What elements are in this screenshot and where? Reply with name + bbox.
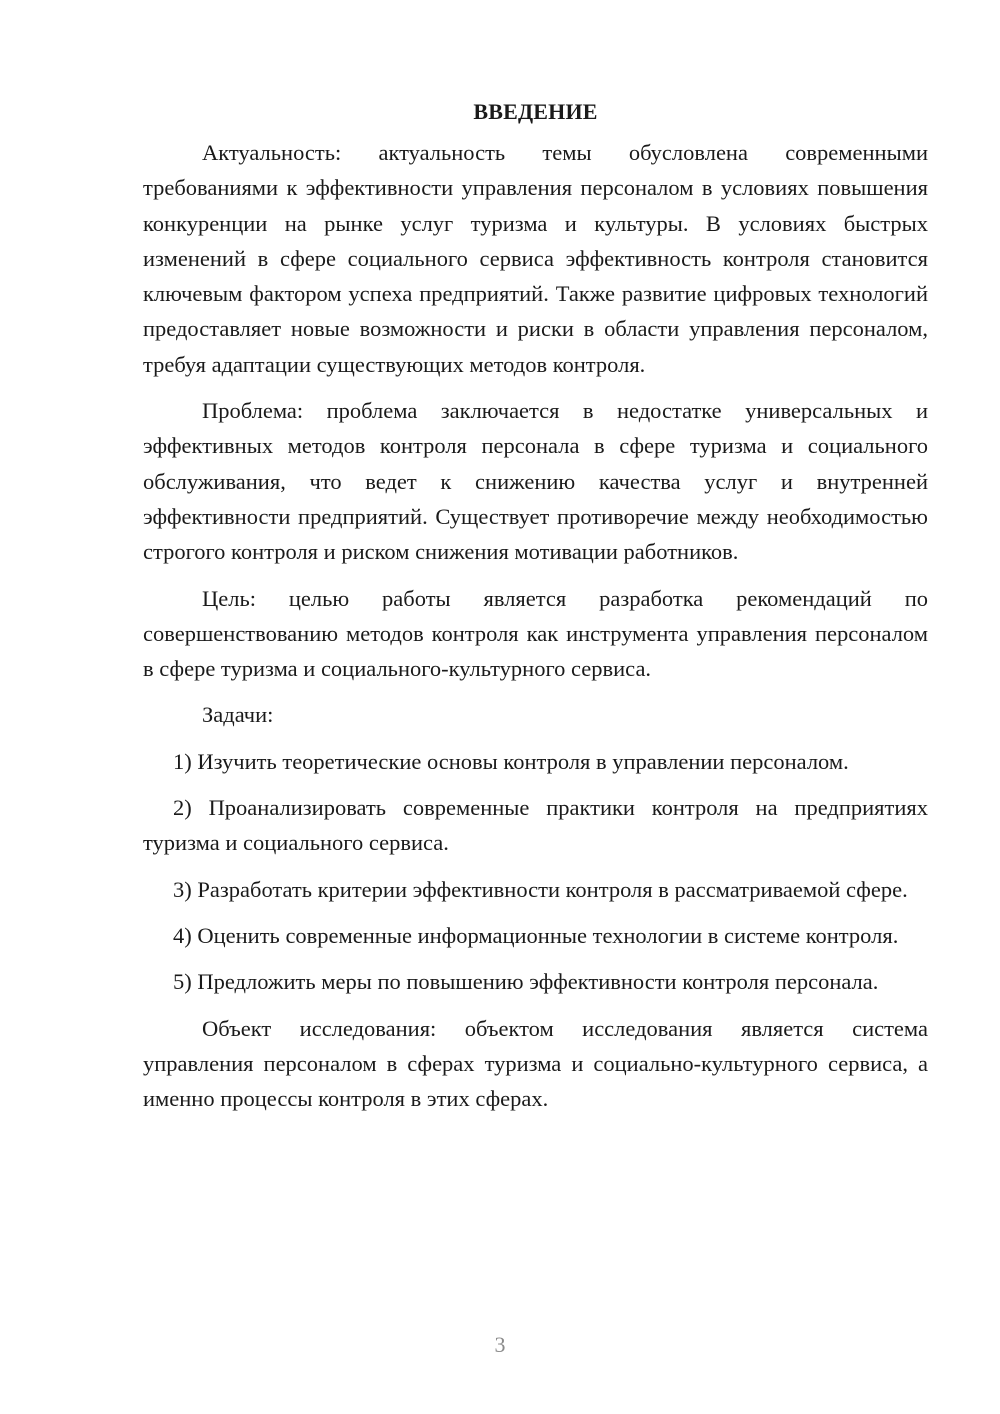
task-item-2: 2) Проанализировать современные практики контроля на предприятиях туризма и социального сервиса. [143,795,928,856]
task-item-1: 1) Изучить теоретические основы контроля в управлении персоналом. [173,748,849,774]
paragraph-object: Объект исследования: объектом исследования является система управления персоналом в сферах туризма и социально-культурного сервиса, а именно процессы контроля в этих сферах. [143,1015,928,1112]
task-item-3: 3) Разработать критерии эффективности контроля в рассматриваемой сфере. [173,876,908,902]
section-heading: ВВЕДЕНИЕ [473,99,598,124]
tasks-label: Задачи: [202,702,274,728]
paragraph-relevance: Актуальность: актуальность темы обусловлена современными требованиями к эффективности управления персоналом в условиях повышения конкуренции на рынке услуг туризма и культуры. В условиях быстрых изменений в сфере социального сервиса эффективность контроля становится ключевым фактором успеха предприятий. Также развитие цифровых технологий предоставляет новые возможности и риски в области управления персоналом, требуя адаптации существующих методов контроля. [143,140,928,377]
document-body [143,94,928,1127]
page-number: 3 [494,1332,506,1357]
paragraph-goal: Цель: целью работы является разработка рекомендаций по совершенствованию методов контроля как инструмента управления персоналом в сфере туризма и социального-культурного сервиса. [143,585,928,682]
task-item-4: 4) Оценить современные информационные технологии в системе контроля. [173,922,899,948]
task-item-5: 5) Предложить меры по повышению эффективности контроля персонала. [173,969,879,995]
paragraph-problem: Проблема: проблема заключается в недостатке универсальных и эффективных методов контроля персонала в сфере туризма и социального обслуживания, что ведет к снижению качества услуг и внутренней эффективности предприятий. Существует противоречие между необходимостью строгого контроля и риском снижения мотивации работников. [143,398,928,565]
